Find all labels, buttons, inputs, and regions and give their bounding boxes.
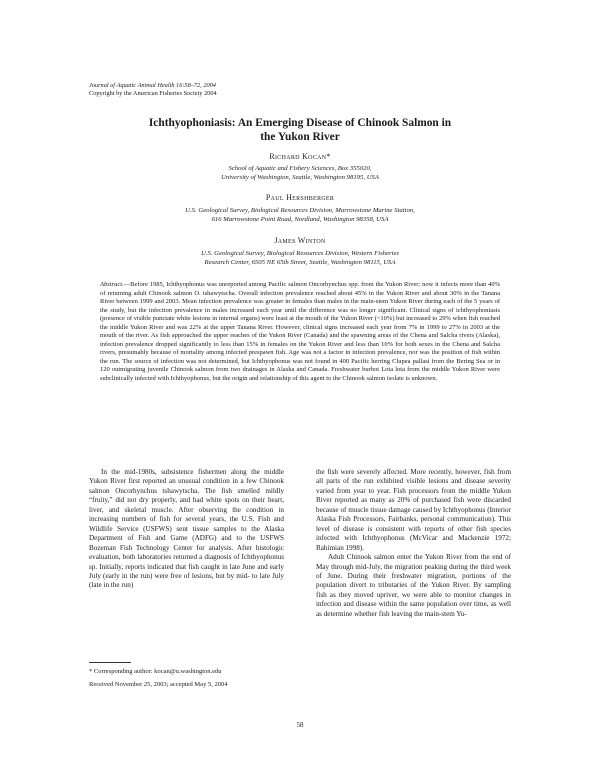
affiliation-line: 616 Marrowstone Point Road, Nordland, Washington 98358, USA [211, 215, 389, 223]
body-paragraph: Adult Chinook salmon enter the Yukon River from the end of May through mid-July, the migration peaking during the third week of June. During their freshwater migration, portions of the population divert to tributaries of the Yukon River. By sampling fish as they moved upriver, we were able to monitor changes in infection and disease within the same population over time, as well as determine whether fish leaving the main-stem Yu- [316, 553, 511, 618]
received-date-note: Received November 25, 2003; accepted May 5, 2004 [89, 681, 228, 688]
abstract-text: —Before 1985, Ichthyophonus was unreported among Pacific salmon Oncorhynchus spp. from the Yukon River; now it infects more than 40% of returning adult Chinook salmon O. tshawytscha. Overall infection prevalence reached about 45% in the Yukon River and about 30% in the Tanana River between 1999 and 2003. Mean infection prevalence was greater in females than males in the main-stem Yukon River during each of the 5 years of the study, but the infection prevalence in males increased each year until the difference was no longer significant. Clinical signs of ichthyophoniasis (presence of visible punctate white lesions in internal organs) were least at the mouth of the Yukon River (~10%) but increased to 29% when fish reached the middle Yukon River and was 22% at the upper Tanana River. However, clinical signs increased each year from 7% in 1999 to 27% in 2003 at the mouth of the river. As fish approached the upper reaches of the Yukon River (Canada) and the spawning areas of the Chena and Salcha rivers (Alaska), infection prevalence dropped significantly to less than 15% in females on the Yukon River and less than 10% for both sexes in the Chena and Salcha rivers, presumably because of mortality among infected prespawn fish. Age was not a factor in infection prevalence, nor was the position of fish within the run. The source of infection was not determined, but Ichthyophonus was not found in 400 Pacific herring Clupea pallasi from the Bering Sea or in 120 outmigrating juvenile Chinook salmon from two drainages in Alaska and Canada. Freshwater burbot Lota lota from the middle Yukon River were subclinically infected with Ichthyophonus, but the origin and relationship of this agent to the Chinook salmon isolate is unknown. [100, 281, 500, 383]
abstract [100, 281, 500, 384]
title-line-1: Ichthyophoniasis: An Emerging Disease of Chinook Salmon in [148, 117, 452, 129]
affiliation-line: U.S. Geological Survey, Biological Resources Division, Western Fisheries [200, 250, 400, 257]
author-name: Paul Hershberger [265, 193, 335, 202]
affiliation-line: U.S. Geological Survey, Biological Resources Division, Marrowstone Marine Station, [185, 207, 415, 214]
author-name: Richard Kocan* [269, 152, 331, 161]
corresponding-author-note: * Corresponding author: kocan@u.washington.edu [89, 668, 222, 675]
abstract-label: Abstract. [100, 281, 124, 288]
author-name: James Winton [274, 236, 326, 245]
author-affiliation [100, 250, 500, 267]
body-paragraph: In the mid-1980s, subsistence fishermen along the middle Yukon River first reported an unusual condition in a few Chinook salmon Oncorhynchus tshawytscha. The fish smelled mildly “fruity,” did not dry properly, and had white spots on their heart, liver, and skeletal muscle. After observing the condition in increasing numbers of fish for several years, the U.S. Fish and Wildlife Service (USFWS) sent tissue samples to the Alaska Department of Fish and Game (ADFG) and to the USFWS Bozeman Fish Technology Center for analysis. After histologic evaluation, both laboratories returned a diagnosis of Ichthyophonus sp. Initially, reports indicated that fish caught in late June and early July (early in the run) were free of lesions, but by mid- to late July (late in the run) [89, 468, 284, 590]
copyright-line: Copyright by the American Fisheries Society 2004 [89, 90, 217, 97]
body-column-left [89, 468, 284, 591]
affiliation-line: Research Center, 6505 NE 65th Street, Seattle, Washington 98115, USA [204, 258, 396, 266]
affiliation-line: School of Aquatic and Fishery Sciences, Box 355020, [228, 165, 372, 172]
title-line-2: the Yukon River [260, 131, 340, 143]
author-affiliation [100, 165, 500, 182]
affiliation-line: University of Washington, Seattle, Washington 98195, USA [221, 173, 379, 181]
journal-citation [89, 82, 217, 98]
body-column-right [316, 468, 511, 619]
page-number: 58 [296, 721, 304, 729]
journal-line: Journal of Aquatic Animal Health 16:58–72, 2004 [89, 82, 216, 89]
paper-title [80, 116, 520, 144]
author-affiliation [100, 207, 500, 224]
footnote-divider [89, 662, 131, 663]
body-paragraph: the fish were severely affected. More recently, however, fish from all parts of the run exhibited visible lesions and disease severity varied from year to year. Fish processors from the middle Yukon River reported as many as 20% of purchased fish were discarded because of muscle tissue damage caused by Ichthyophonus (Interior Alaska Fish Processors, Fairbanks, personal communication). This level of disease is consistent with reports of other fish species infected with Ichthyophonus (McVicar and Mackenzie 1972; Rahimian 1998). [316, 468, 511, 552]
